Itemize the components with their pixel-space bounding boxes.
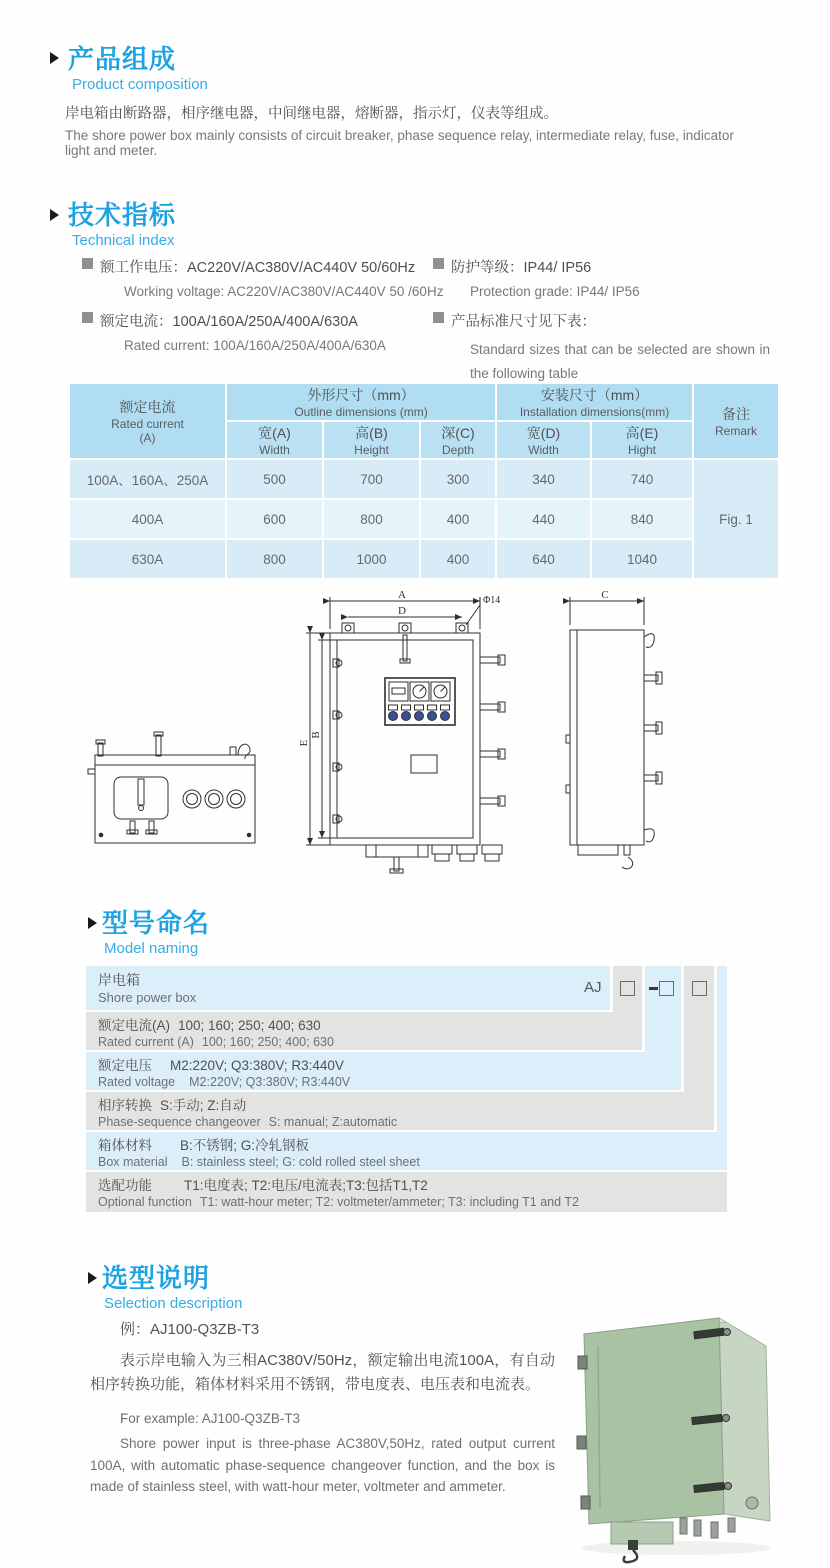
side-view-drawing <box>566 589 662 869</box>
tech-item-sizes-zh: 产品标准尺寸见下表： <box>451 314 596 330</box>
ladder-row-box-material: 箱体材料 B:不锈钢; G:冷轧钢板 Box material B: stainless steel; G: cold rolled steel sheet <box>86 1132 727 1170</box>
cell-width: 600 <box>227 500 322 538</box>
cell-depth: 400 <box>421 500 495 538</box>
section-subtitle-technical: Technical index <box>72 232 175 249</box>
dim-label-c: C <box>601 589 609 601</box>
tech-item-protection-en: Protection grade: IP44/ IP56 <box>470 284 640 299</box>
spec-table <box>68 382 780 580</box>
model-prefix: AJ <box>584 979 602 996</box>
section-arrow-icon <box>50 209 59 221</box>
indicator-lamps <box>389 705 450 721</box>
selection-desc-zh: 表示岸电输入为三相AC380V/50Hz，额定输出电流100A，有自动相序转换功能，箱体材料采用不锈钢，带电度表、电压表和电流表。 <box>90 1351 555 1393</box>
dim-label-d: D <box>398 605 406 617</box>
cell-width: 500 <box>227 460 322 498</box>
section-subtitle-naming: Model naming <box>104 940 199 957</box>
section-subtitle-selection: Selection description <box>104 1295 243 1312</box>
col-header-rated-current: 额定电流 Rated current (A) <box>70 384 225 458</box>
cell-install-width: 340 <box>497 460 590 498</box>
cell-width: 800 <box>227 540 322 578</box>
front-view-drawing <box>298 589 505 873</box>
placeholder-box-icon <box>659 981 674 996</box>
tech-item-current-zh: 额定电流：100A/160A/250A/400A/630A <box>100 314 358 330</box>
tech-item-voltage-en: Working voltage: AC220V/AC380V/AC440V 50 /60Hz <box>124 284 444 299</box>
composition-body-zh: 岸电箱由断路器，相序继电器，中间继电器，熔断器，指示灯，仪表等组成。 <box>65 106 558 122</box>
meter-panel <box>385 678 455 725</box>
nameplate <box>411 755 437 773</box>
tech-item-protection-zh: 防护等级：IP44/ IP56 <box>451 260 592 276</box>
ladder-row-rated-voltage: 额定电压 M2:220V; Q3:380V; R3:440V Rated voltage M2:220V; Q3:380V; R3:440V <box>86 1052 681 1090</box>
cell-install-width: 640 <box>497 540 590 578</box>
ladder-row-optional-function: 选配功能 T1:电度表; T2:电压/电流表;T3:包括T1,T2 Optional function T1: watt-hour meter; T2: voltmeter/ammeter; T3: including T1 and T2 <box>86 1172 727 1212</box>
cutout <box>114 777 168 819</box>
cell-height: 800 <box>324 500 419 538</box>
section-title-composition: 产品组成 <box>68 44 177 74</box>
composition-body-en: The shore power box mainly consists of circuit breaker, phase sequence relay, intermediate relay, fuse, indicator light and meter. <box>65 128 734 158</box>
placeholder-box-icon <box>692 981 707 996</box>
col-header-width-d: 宽(D) Width <box>497 422 590 458</box>
col-header-remark: 备注 Remark <box>694 384 778 458</box>
cell-height: 1000 <box>324 540 419 578</box>
section-title-technical: 技术指标 <box>68 200 177 230</box>
cell-remark: Fig. 1 <box>694 460 778 578</box>
section-arrow-icon <box>88 917 97 929</box>
table-row <box>70 500 778 538</box>
bottom-fittings <box>366 845 502 873</box>
door-latches <box>480 655 505 806</box>
dim-label-b: B <box>310 731 322 739</box>
selection-text-block <box>90 1318 555 1498</box>
section-title-naming: 型号命名 <box>102 908 211 938</box>
col-header-outline: 外形尺寸（mm） Outline dimensions (mm) <box>227 384 495 420</box>
placeholder-box-icon <box>620 981 635 996</box>
col-header-depth-c: 深(C) Depth <box>421 422 495 458</box>
dimension-table <box>68 382 780 580</box>
technical-drawings <box>80 585 740 880</box>
selection-example-zh: 例：AJ100-Q3ZB-T3 <box>120 1321 260 1338</box>
section-arrow-icon <box>50 52 59 64</box>
table-row <box>70 460 778 498</box>
tech-item-voltage-zh: 额工作电压：AC220V/AC380V/AC440V 50/60Hz <box>100 260 416 276</box>
product-photo <box>556 1296 814 1564</box>
dim-label-a: A <box>398 589 406 601</box>
cell-install-height: 1040 <box>592 540 692 578</box>
dim-label-e: E <box>298 739 310 747</box>
col-header-width-a: 宽(A) Width <box>227 422 322 458</box>
cell-install-height: 840 <box>592 500 692 538</box>
bullet-square-icon <box>82 258 93 269</box>
cell-depth: 300 <box>421 460 495 498</box>
dim-label-phi14: Φ14 <box>483 595 501 606</box>
selection-example-en: For example: AJ100-Q3ZB-T3 <box>120 1410 301 1426</box>
side-bottom-fittings <box>578 845 633 869</box>
bullet-square-icon <box>433 258 444 269</box>
ladder-row-rated-current: 额定电流(A) 100; 160; 250; 400; 630 Rated current (A) 100; 160; 250; 400; 630 <box>86 1012 642 1050</box>
cable-glands <box>183 790 245 808</box>
tech-item-sizes-en: Standard sizes that can be selected are shown in the following table <box>470 342 770 381</box>
col-header-install: 安装尺寸（mm） Installation dimensions(mm) <box>497 384 692 420</box>
section-arrow-icon <box>88 1272 97 1284</box>
cell-current: 630A <box>70 540 225 578</box>
mounting-ears <box>342 623 468 663</box>
section-subtitle-composition: Product composition <box>72 76 208 93</box>
cell-current: 400A <box>70 500 225 538</box>
col-header-height-e: 高(E) Hight <box>592 422 692 458</box>
table-row <box>70 540 778 578</box>
col-header-height-b: 高(B) Height <box>324 422 419 458</box>
cell-depth: 400 <box>421 540 495 578</box>
cell-install-height: 740 <box>592 460 692 498</box>
tech-item-current-en: Rated current: 100A/160A/250A/400A/630A <box>124 338 386 353</box>
bullet-square-icon <box>82 312 93 323</box>
bottom-view-drawing <box>88 732 255 843</box>
ladder-row-product: 岸电箱 Shore power box AJ <box>86 966 610 1010</box>
model-naming-ladder <box>86 966 727 1212</box>
side-latches <box>644 634 662 842</box>
ladder-row-phase-changeover: 相序转换 S:手动; Z:自动 Phase-sequence changeover S: manual; Z:automatic <box>86 1092 714 1130</box>
bullet-square-icon <box>433 312 444 323</box>
cell-install-width: 440 <box>497 500 590 538</box>
cell-height: 700 <box>324 460 419 498</box>
section-title-selection: 选型说明 <box>102 1263 211 1293</box>
selection-desc-en: Shore power input is three-phase AC380V,50Hz, rated output current 100A, with automatic phase-sequence changeover function, and the box is made of stainless steel, with watt-hour meter, voltmeter and ammeter. <box>90 1436 555 1494</box>
cell-current: 100A、160A、250A <box>70 460 225 498</box>
dash-icon <box>649 987 658 990</box>
